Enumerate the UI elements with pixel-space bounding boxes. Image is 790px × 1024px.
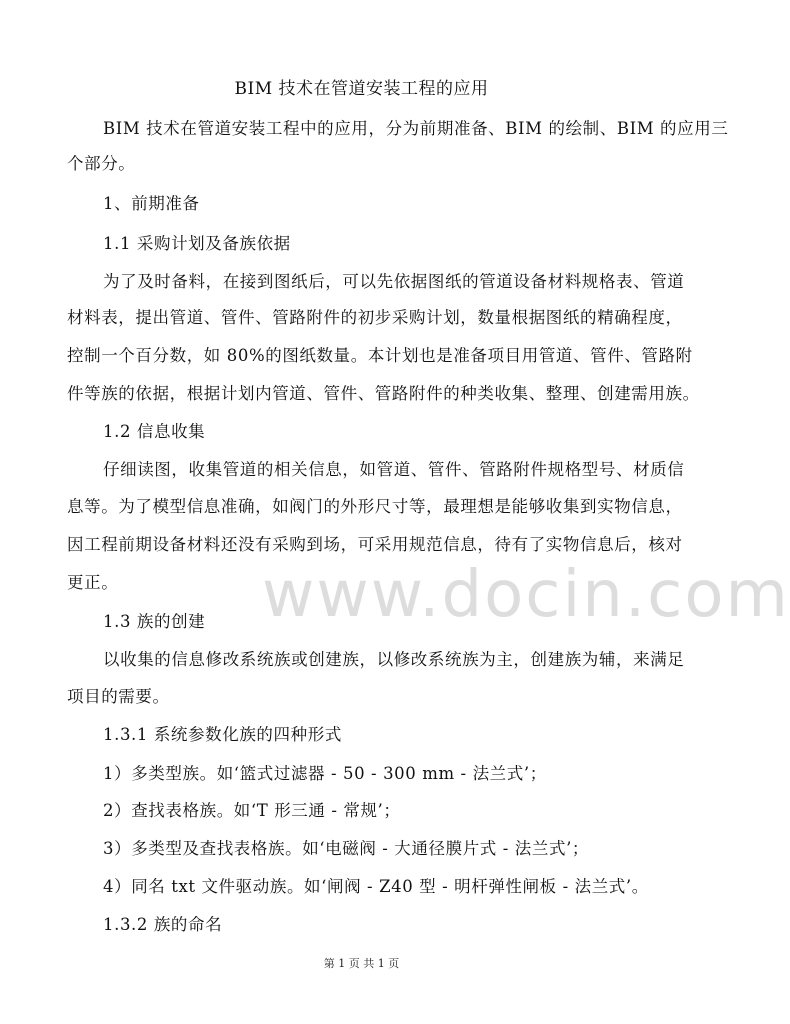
subsection-heading: 1.3.2 族的命名 [103,915,223,934]
list-item: 3）多类型及查找表格族。如‘电磁阀 - 大通径膜片式 - 法兰式’； [103,839,590,858]
paragraph-line: BIM 技术在管道安装工程中的应用，分为前期准备、BIM 的绘制、BIM 的应用三 [103,119,729,138]
subsection-heading: 1.3.1 系统参数化族的四种形式 [103,725,342,744]
section-heading: 1、前期准备 [103,194,200,213]
paragraph-line: 因工程前期设备材料还没有采购到场，可采用规范信息，待有了实物信息后，核对 [67,535,683,554]
paragraph-line: 控制一个百分数，如 80%的图纸数量。本计划也是准备项目用管道、管件、管路附 [67,346,693,365]
subsection-heading: 1.1 采购计划及备族依据 [103,234,291,253]
paragraph-line: 息等。为了模型信息准确，如阀门的外形尺寸等，最理想是能够收集到实物信息， [67,497,683,516]
paragraph-line: 项目的需要。 [67,687,170,706]
document-title: BIM 技术在管道安装工程的应用 [234,79,489,99]
subsection-heading: 1.2 信息收集 [103,422,206,441]
watermark: www.docin.com [262,558,790,632]
list-item: 1）多类型族。如‘篮式过滤器 - 50 - 300 mm - 法兰式’； [103,764,547,783]
paragraph-line: 以收集的信息修改系统族或创建族，以修改系统族为主，创建族为辅，来满足 [103,650,685,669]
list-item: 2）查找表格族。如‘T 形三通 - 常规’； [103,801,401,820]
paragraph-line: 材料表，提出管道、管件、管路附件的初步采购计划，数量根据图纸的精确程度， [67,308,683,327]
list-item: 4）同名 txt 文件驱动族。如‘闸阀 - Z40 型 - 明杆弹性闸板 - 法兰式’。 [103,877,649,896]
paragraph-line: 件等族的依据，根据计划内管道、管件、管路附件的种类收集、整理、创建需用族。 [67,384,700,403]
paragraph-line: 更正。 [67,573,119,592]
page-footer: 第 1 页 共 1 页 [323,957,400,970]
paragraph-line: 个部分。 [67,154,136,173]
paragraph-line: 仔细读图，收集管道的相关信息，如管道、管件、管路附件规格型号、材质信 [103,460,685,479]
subsection-heading: 1.3 族的创建 [103,612,206,631]
paragraph-line: 为了及时备料，在接到图纸后，可以先依据图纸的管道设备材料规格表、管道 [103,272,685,291]
